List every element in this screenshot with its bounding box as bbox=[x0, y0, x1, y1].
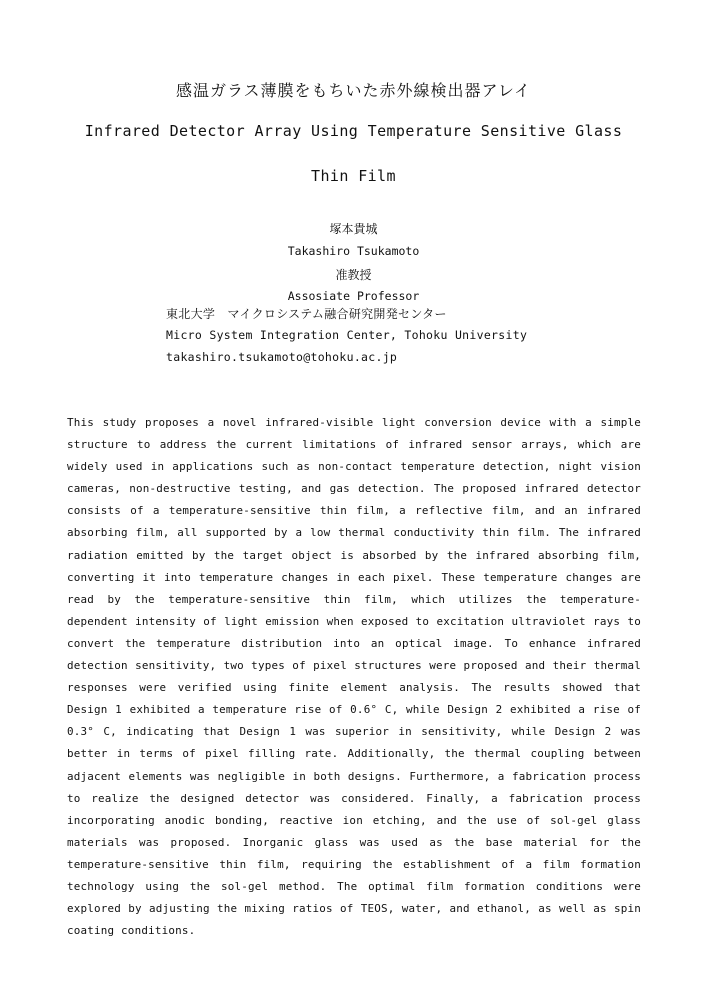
author-name-english: Takashiro Tsukamoto bbox=[287, 244, 420, 258]
affiliation-japanese: 東北大学 マイクロシステム融合研究開発センター bbox=[166, 307, 447, 321]
english-title-line-2: Thin Film bbox=[311, 167, 396, 185]
abstract-paragraph: This study proposes a novel infrared-visible light conversion device with a simple structure to address the current limitations of infrared sensor arrays, which are widely used in applications such as non-contact temperature detection, night vision cameras, non-destructive testing, and gas detection. The proposed infrared detector consists of a temperature-sensitive thin film, a reflective film, and an infrared absorbing film, all supported by a low thermal conductivity thin film. The infrared radiation emitted by the target object is absorbed by the infrared absorbing film, converting it into temperature changes in each pixel. These temperature changes are read by the temperature-sensitive thin film, which utilizes the temperature-dependent intensity of light emission when exposed to excitation ultraviolet rays to convert the temperature distribution into an optical image. To enhance infrared detection sensitivity, two types of pixel structures were proposed and their thermal responses were verified using finite element analysis. The results showed that Design 1 exhibited a temperature rise of 0.6° C, while Design 2 exhibited a rise of 0.3° C, indicating that Design 1 was superior in sensitivity, while Design 2 was better in terms of pixel filling rate. Additionally, the thermal coupling between adjacent elements was negligible in both designs. Furthermore, a fabrication process to realize the designed detector was considered. Finally, a fabrication process incorporating anodic bonding, reactive ion etching, and the use of sol-gel glass materials was proposed. Inorganic glass was used as the base material for the temperature-sensitive thin film, requiring the establishment of a film formation technology using the sol-gel method. The optimal film formation conditions were explored by adjusting the mixing ratios of TEOS, water, and ethanol, as well as spin coating conditions. bbox=[67, 416, 641, 938]
japanese-title: 感温ガラス薄膜をもちいた赤外線検出器アレイ bbox=[175, 81, 532, 100]
english-title-line-1: Infrared Detector Array Using Temperature Sensitive Glass bbox=[84, 122, 623, 140]
author-position-japanese: 准教授 bbox=[335, 268, 372, 282]
author-email: takashiro.tsukamoto@tohoku.ac.jp bbox=[166, 350, 398, 364]
author-name-japanese: 塚本貴城 bbox=[329, 222, 378, 236]
author-position-english: Assosiate Professor bbox=[287, 289, 420, 303]
affiliation-english: Micro System Integration Center, Tohoku University bbox=[166, 328, 528, 342]
